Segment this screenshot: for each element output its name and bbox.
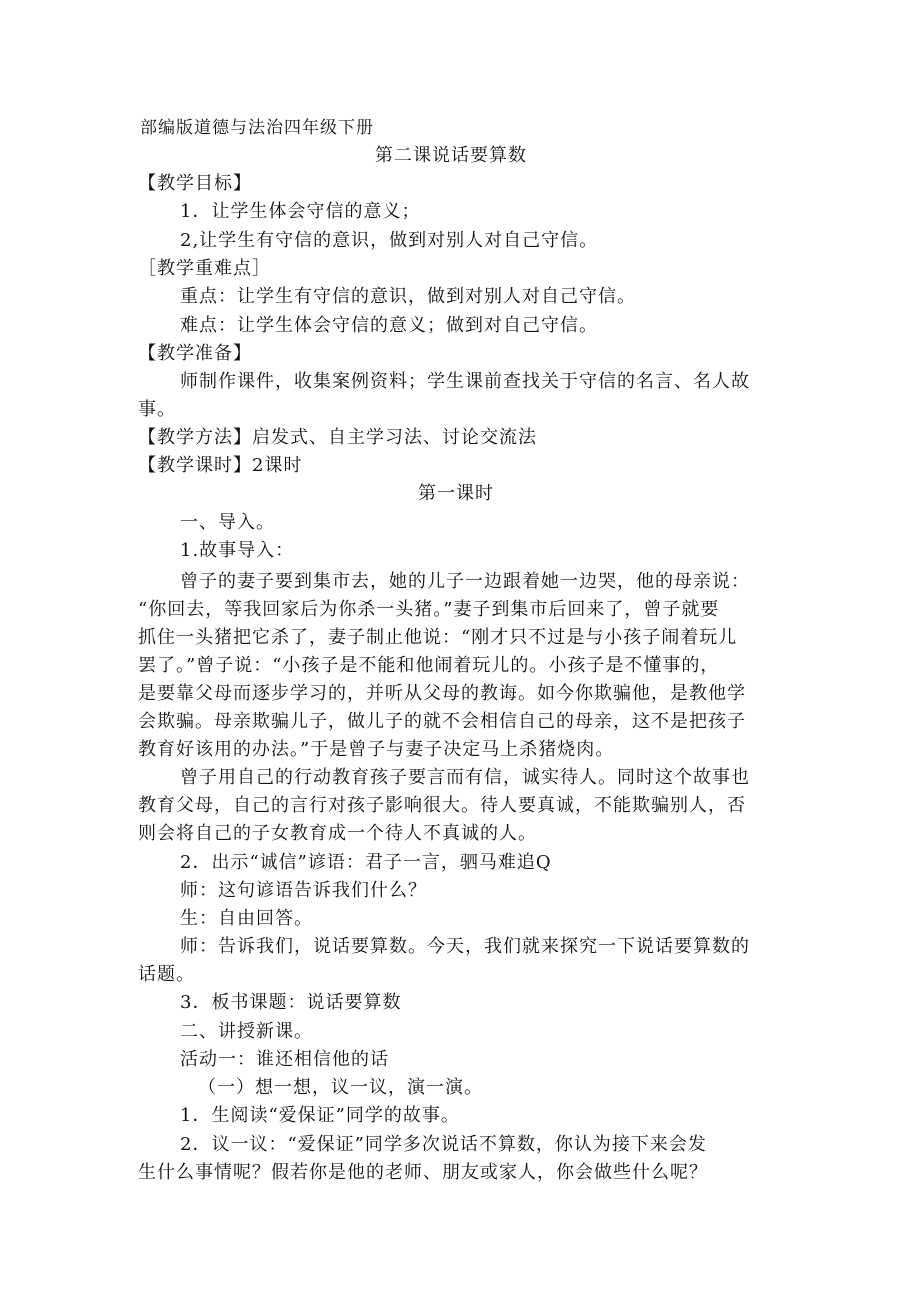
methods-line: 【教学方法】启发式、自主学习法、讨论交流法 [138,427,537,448]
step-2-line-1: 2．议一议：“爱保证”同学多次说话不算数，你认为接下来会发 [180,1134,707,1155]
story-line-5: 是要靠父母而逐步学习的，并听从父母的教诲。如今你欺骗他，是教他学 [138,683,746,704]
objective-1: 1．让学生体会守信的意义； [180,201,421,222]
key-points-heading: ［教学重难点］ [138,258,271,279]
objectives-heading: 【教学目标】 [138,173,252,194]
board-title-line: 3．板书课题：说话要算数 [180,992,402,1013]
story-line-1: 曾子的妻子要到集市去，她的儿子一边跟着她一边哭，他的母亲说： [180,571,750,592]
moral-line-1: 曾子用自己的行动教育孩子要言而有信，诚实待人。同时这个故事也 [180,767,750,788]
teacher-line-2: 话题。 [138,964,195,985]
key-point: 重点：让学生有守信的意识，做到对别人对自己守信。 [180,286,636,307]
step-2-line-2: 生什么事情呢？假若你是他的老师、朋友或家人，你会做些什么呢？ [138,1162,708,1183]
moral-line-2: 教育父母，自己的言行对孩子影响很大。待人要真诚，不能欺骗别人，否 [138,795,746,816]
moral-line-3: 则会将自己的子女教育成一个待人不真诚的人。 [138,823,537,844]
difficult-point: 难点：让学生体会守信的意义；做到对自己守信。 [180,315,598,336]
teacher-question: 师：这句谚语告诉我们什么？ [180,880,427,901]
step-1: 1．生阅读“爱保证”同学的故事。 [180,1105,460,1126]
part-2-heading: 二、讲授新课。 [180,1021,313,1042]
first-period-heading: 第一课时 [418,483,494,504]
objective-2: 2,让学生有守信的意识，做到对别人对自己守信。 [180,230,599,251]
preparation-line-1: 师制作课件，收集案例资料；学生课前查找关于守信的名言、名人故 [180,371,750,392]
document-header: 部编版道德与法治四年级下册 [140,118,374,138]
activity-1-heading: 活动一：谁还相信他的话 [180,1049,389,1070]
story-intro: 1.故事导入： [180,540,295,561]
story-line-2: “你回去，等我回家后为你杀一头猪。”妻子到集市后回来了，曾子就要 [138,599,720,620]
preparation-line-2: 事。 [138,399,176,420]
story-line-4: 罢了。”曾子说：“小孩子是不能和他闹着玩儿的。小孩子是不懂事的， [138,655,720,676]
story-line-6: 会欺骗。母亲欺骗儿子，做儿子的就不会相信自己的母亲，这不是把孩子 [138,711,746,732]
story-line-7: 教育好该用的办法。”于是曾子与妻子决定马上杀猪烧肉。 [138,739,615,760]
sub-section-1: （一）想一想，议一议，演一演。 [198,1077,483,1098]
teacher-line-1: 师：告诉我们，说话要算数。今天，我们就来探究一下说话要算数的 [180,936,750,957]
preparation-heading: 【教学准备】 [138,343,252,364]
student-answer: 生：自由回答。 [180,908,313,929]
periods-line: 【教学课时】2课时 [138,455,303,476]
story-line-3: 抓住一头猪把它杀了，妻子制止他说：“刚才只不过是与小孩子闹着玩儿 [138,627,738,648]
proverb-line: 2．出示“诚信”谚语：君子一言，驷马难追Q [180,852,552,873]
lesson-title: 第二课说话要算数 [375,145,527,166]
part-1-heading: 一、导入。 [180,512,275,533]
